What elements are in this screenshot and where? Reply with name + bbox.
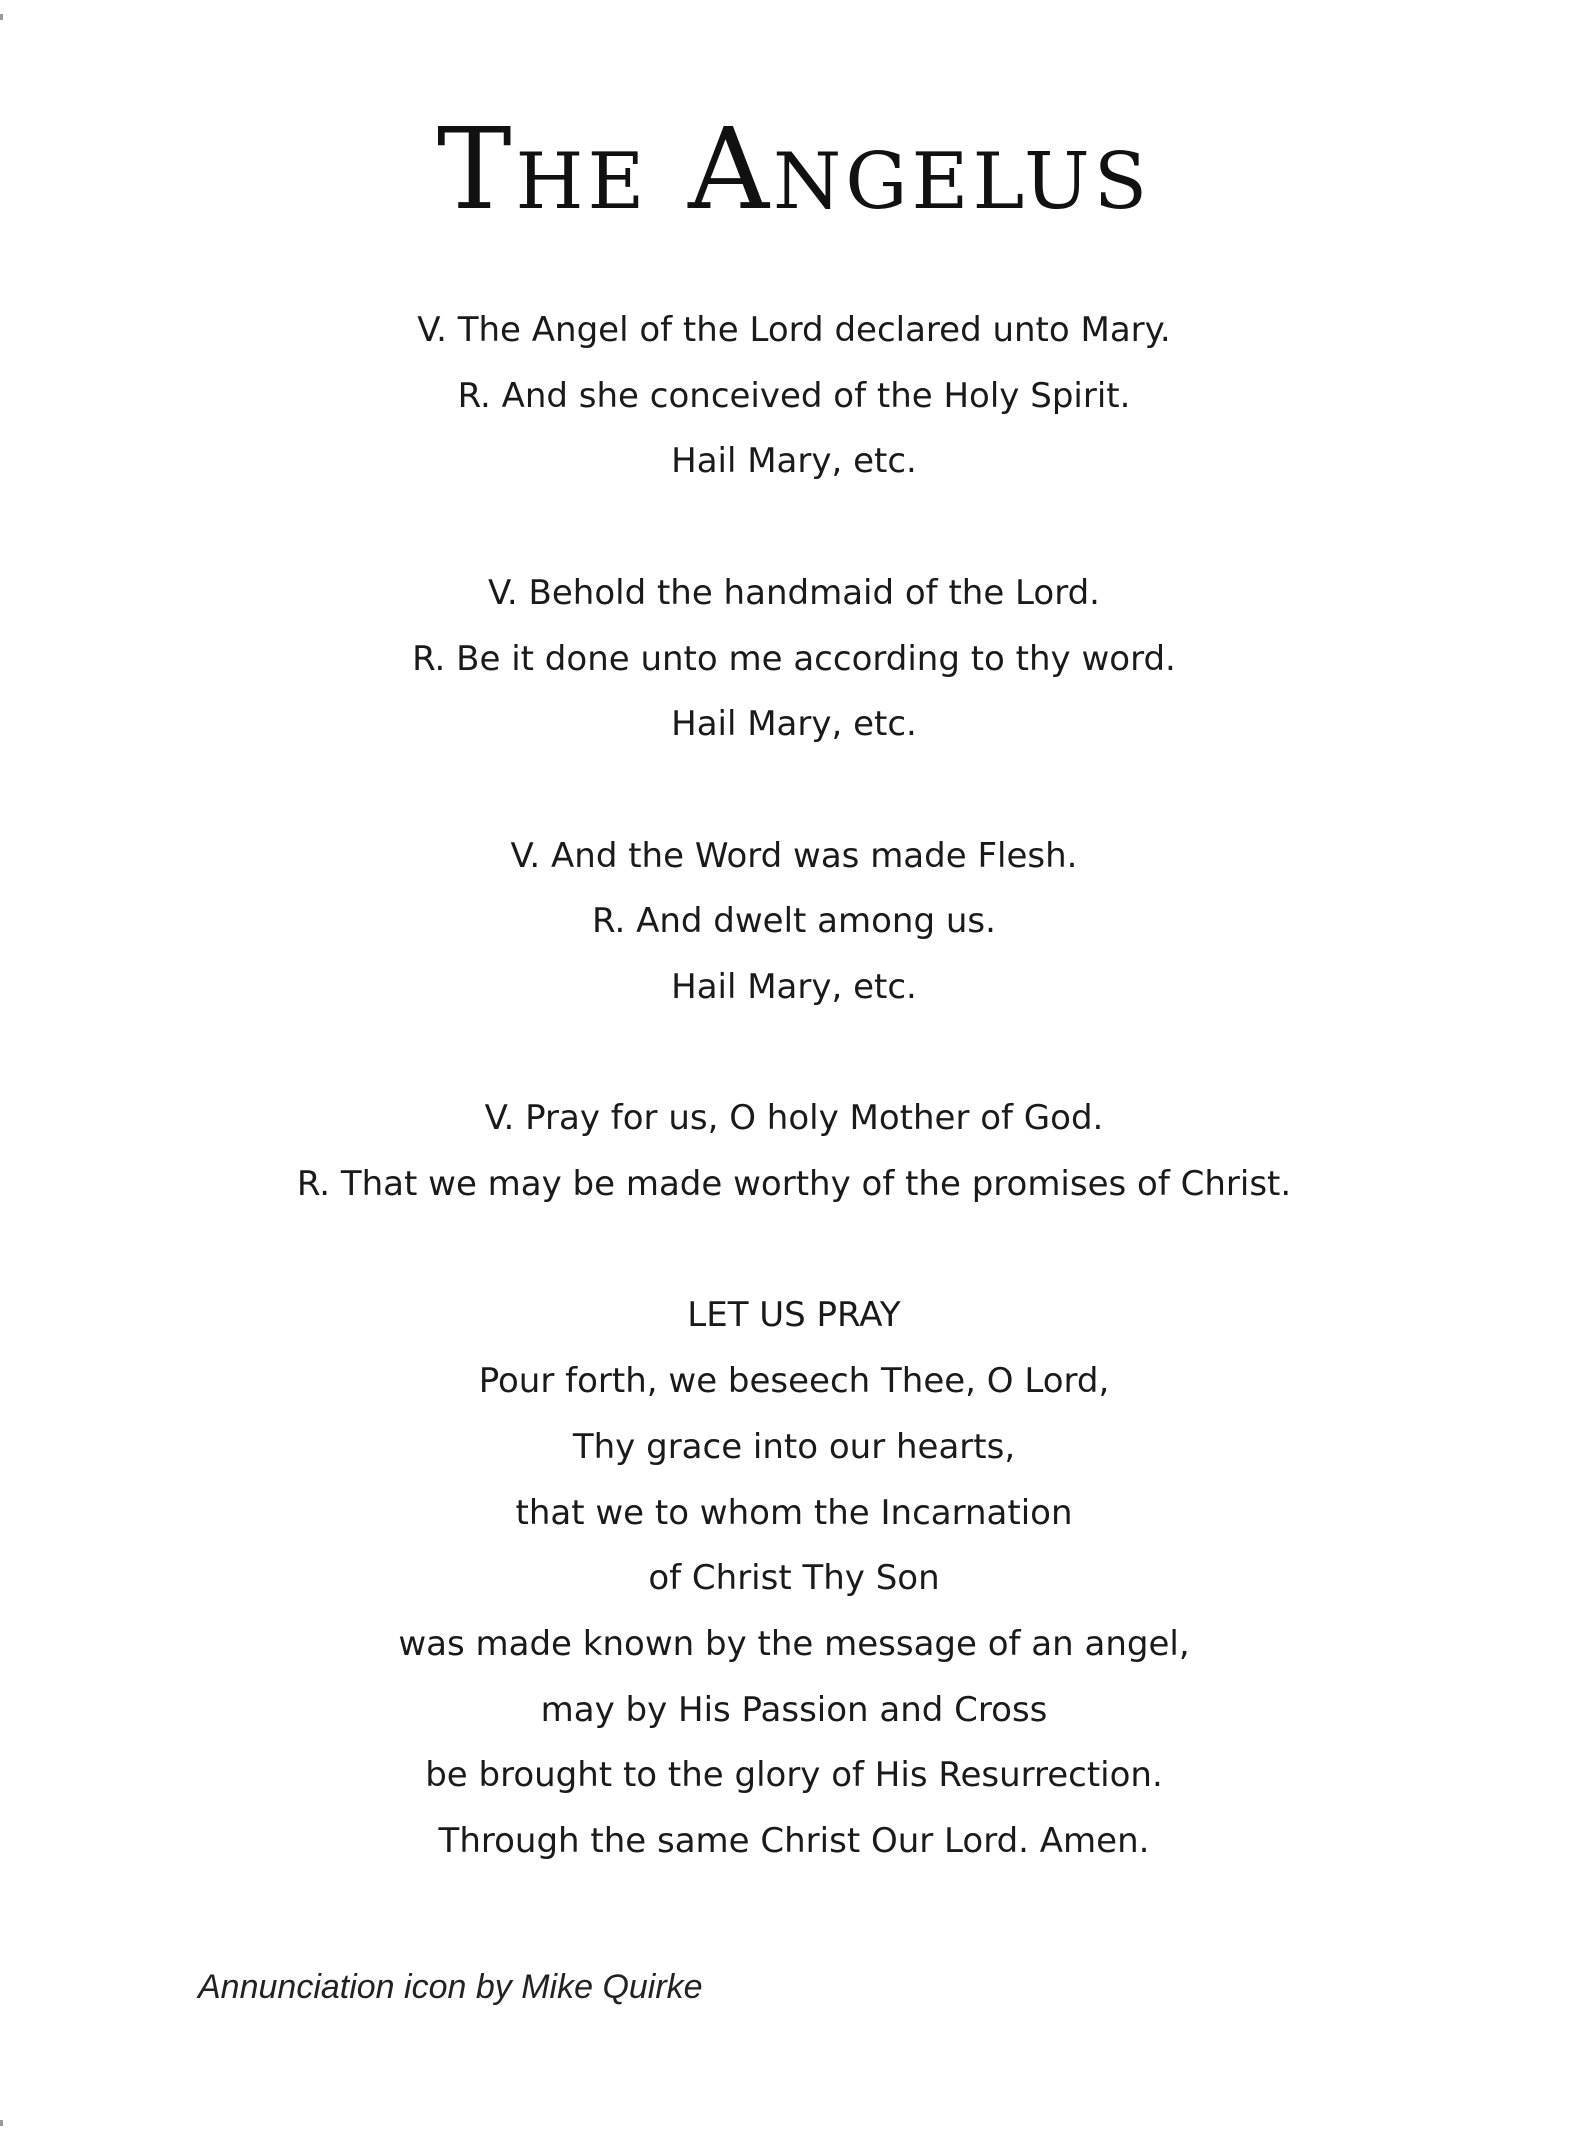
- prayer-line: that we to whom the Incarnation: [515, 1492, 1073, 1533]
- prayer-line: Hail Mary, etc.: [671, 441, 917, 482]
- edge-mark: [0, 2120, 3, 2126]
- prayer-line: Through the same Christ Our Lord. Amen.: [438, 1821, 1150, 1862]
- prayer-line: R. That we may be made worthy of the promises of Christ.: [296, 1164, 1292, 1205]
- prayer-stanza: [0, 1086, 1588, 1217]
- prayer-line: V. Pray for us, O holy Mother of God.: [484, 1098, 1104, 1139]
- prayer-line: may by His Passion and Cross: [540, 1689, 1048, 1730]
- prayer-stanza: [0, 1283, 1588, 1874]
- page-title: The Angelus: [436, 105, 1152, 235]
- prayer-line: R. Be it done unto me according to thy word.: [412, 638, 1176, 679]
- prayer-line: be brought to the glory of His Resurrection.: [425, 1755, 1163, 1796]
- prayer-line: V. Behold the handmaid of the Lord.: [488, 572, 1100, 613]
- prayer-stanza: [0, 824, 1588, 1021]
- prayer-line: LET US PRAY: [687, 1295, 901, 1336]
- prayer-line: V. And the Word was made Flesh.: [510, 835, 1078, 876]
- prayer-line: V. The Angel of the Lord declared unto Mary.: [417, 310, 1171, 350]
- prayer-line: Hail Mary, etc.: [671, 967, 917, 1007]
- prayer-line: Thy grace into our hearts,: [572, 1426, 1016, 1467]
- prayer-stanza: [0, 561, 1588, 758]
- prayer-stanza: [0, 298, 1588, 495]
- prayer-line: Hail Mary, etc.: [671, 704, 917, 745]
- edge-mark: [0, 14, 3, 20]
- prayer-body: [0, 298, 1588, 1941]
- prayer-line: Pour forth, we beseech Thee, O Lord,: [478, 1361, 1110, 1402]
- image-credit: Annunciation icon by Mike Quirke: [198, 1968, 703, 2006]
- prayer-line: was made known by the message of an angel,: [398, 1624, 1190, 1664]
- prayer-line: R. And she conceived of the Holy Spirit.: [457, 375, 1131, 416]
- prayer-line: R. And dwelt among us.: [592, 901, 996, 942]
- prayer-line: of Christ Thy Son: [648, 1558, 940, 1599]
